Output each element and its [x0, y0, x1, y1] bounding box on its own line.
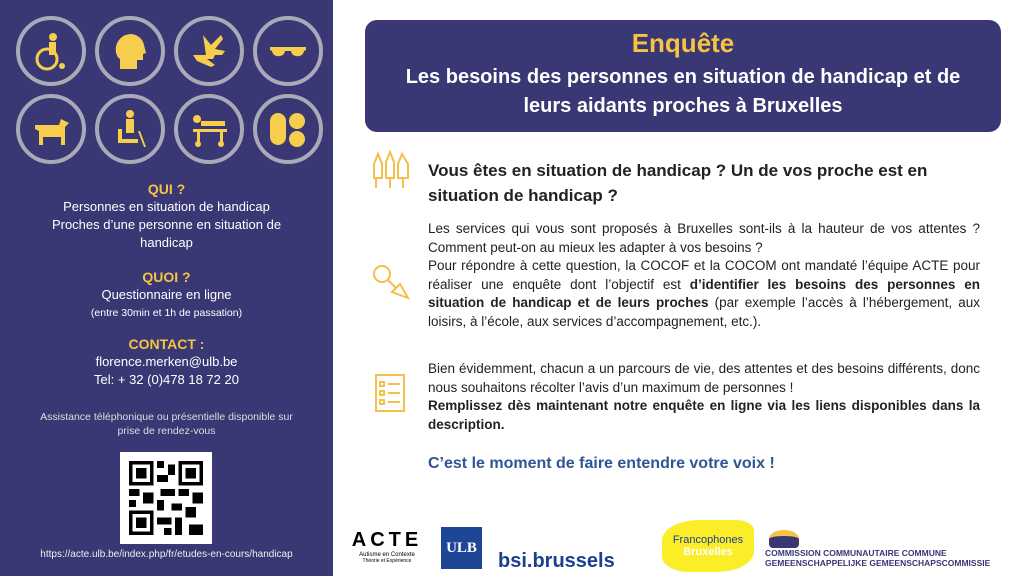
wheelchair-icon [16, 16, 86, 86]
brain-gears-icon [95, 16, 165, 86]
survey-form-icon [370, 372, 412, 414]
page-title: Enquête [631, 28, 735, 58]
contact-email[interactable]: florence.merken@ulb.be [95, 354, 238, 369]
main-question: Vous êtes en situation de handicap ? Un de vos proche est en situation de handicap ? [428, 161, 928, 205]
call-bold: Remplissez dès maintenant notre enquête en ligne via les liens disponibles dans la description. [428, 398, 980, 432]
franco-text: Francophones [672, 534, 744, 546]
raised-hands-icon [370, 150, 412, 192]
francophones-bruxelles-logo [662, 520, 754, 572]
guide-dog-icon [16, 94, 86, 164]
intro-text: Pour répondre à cette question, la COCOF et la COCOM ont mandaté l’équipe ACTE pour réaliser une enquête dont l’objectif est [428, 258, 980, 292]
quoi-title: QUOI ? [142, 269, 191, 285]
title-banner [365, 20, 1001, 132]
acte-logo-text: ACTE [351, 528, 423, 551]
quoi-line: Questionnaire en ligne [101, 287, 232, 302]
contact-phone[interactable]: Tel: + 32 (0)478 18 72 20 [94, 372, 239, 387]
what-section [0, 268, 333, 322]
franco-text2: Bruxelles [683, 546, 733, 558]
cocom-text2: GEMEENSCHAPPELIJKE GEMEENSCHAPSCOMMISSIE [765, 558, 991, 568]
qui-line: Proches d’une personne en situation de handicap [51, 217, 282, 250]
sunglasses-icon [253, 16, 323, 86]
sidebar [0, 0, 333, 576]
intro-bold: d’identifier les besoins des personnes en situation de handicap et de leurs proches [428, 276, 980, 310]
acte-logo [342, 520, 432, 572]
call-text: Bien évidemment, chacun a un parcours de vie, des attentes et des besoins différents, donc nous souhaitons récolter l’avis d’un maximum de personnes ! [428, 361, 980, 395]
who-section [0, 180, 333, 252]
pills-icon [253, 94, 323, 164]
bsi-brussels-logo: bsi.brussels [498, 549, 615, 572]
acte-logo-sub: Autisme en Contexte [359, 551, 415, 558]
qr-code[interactable] [120, 452, 212, 544]
acte-logo-sub2: Théorie et Expérience [362, 557, 412, 564]
cocom-logo [765, 520, 990, 572]
pushpin-icon [370, 262, 412, 304]
qui-line: Personnes en situation de handicap [63, 199, 270, 214]
contact-section [0, 335, 333, 389]
intro-paragraph [428, 220, 980, 331]
quoi-note: (entre 30min et 1h de passation) [90, 307, 243, 319]
cocom-text: COMMISSION COMMUNAUTAIRE COMMUNE [765, 548, 947, 558]
disability-icons-grid [16, 16, 326, 164]
sign-language-icon [174, 16, 244, 86]
hospital-bed-icon [174, 94, 244, 164]
qui-title: QUI ? [147, 181, 186, 197]
assistance-note: Assistance téléphonique ou présentielle disponible sur prise de rendez-vous [40, 411, 293, 437]
intro-text: (par exemple l’accès à l’hébergement, aux loisirs, à l’école, aux services d’accompagnement, etc.). [428, 295, 981, 329]
survey-url-link[interactable]: https://acte.ulb.be/index.php/fr/etudes-en-cours/handicap [40, 549, 293, 560]
elderly-cane-icon [95, 94, 165, 164]
contact-title: CONTACT : [128, 336, 205, 352]
intro-text: Les services qui vous sont proposés à Bruxelles sont-ils à la hauteur de vos attentes ? Comment peut-on au mieux les adapter à vos besoins ? [428, 221, 980, 255]
cta-text: C’est le moment de faire entendre votre voix ! [428, 455, 775, 472]
page-subtitle: Les besoins des personnes en situation de handicap et de leurs aidants proches à Bruxelles [405, 66, 961, 117]
call-paragraph [428, 360, 980, 434]
ulb-logo: ULB [441, 527, 482, 569]
